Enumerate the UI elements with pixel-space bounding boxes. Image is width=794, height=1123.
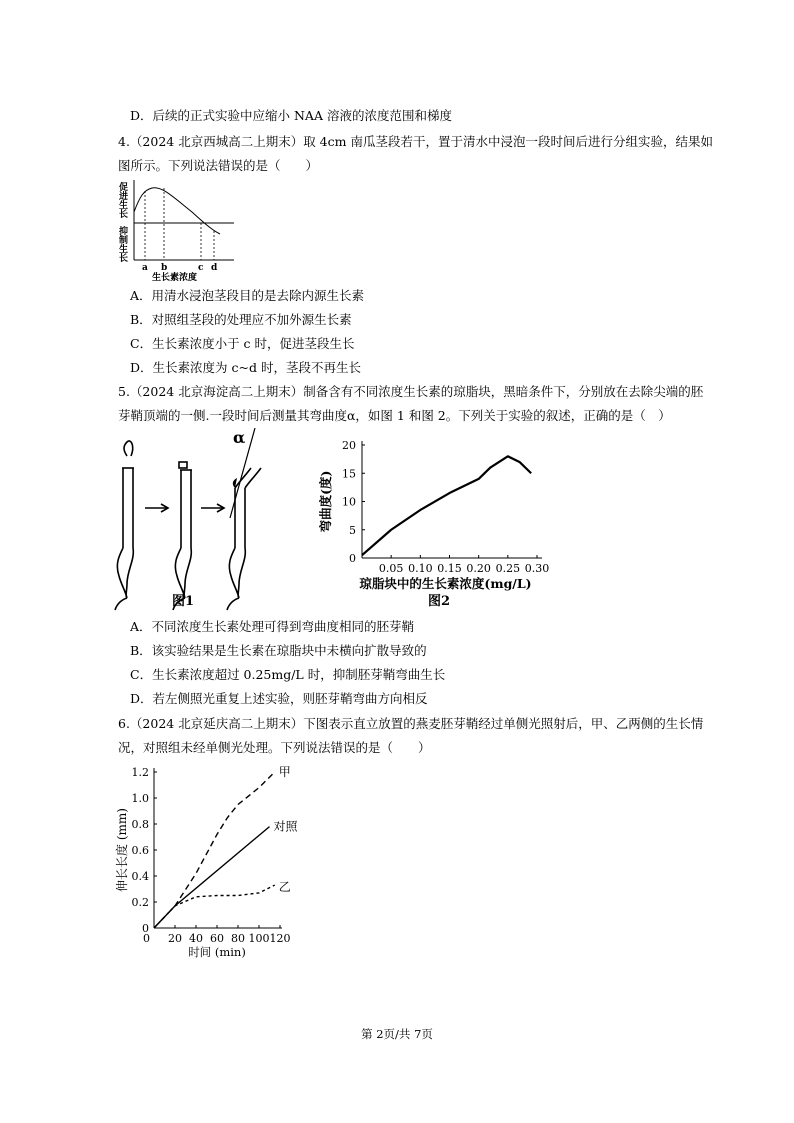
q4-option-a: A．用清水浸泡茎段目的是去除内源生长素	[130, 288, 365, 303]
q5-fig1	[105, 428, 285, 614]
q4-tick-a: a	[142, 263, 148, 273]
chart2-ytick-label: 0	[142, 922, 149, 935]
chart1-ylabel: 弯曲度(度)	[318, 470, 333, 533]
chart1-ytick-label: 10	[342, 495, 356, 509]
chart2-ytick-label: 1.2	[131, 766, 149, 779]
chart2-xtick-label: 120	[269, 932, 291, 945]
chart2-ytick-label: 1.0	[131, 792, 149, 805]
q4-ylabel-promote: 促进生长	[117, 182, 127, 218]
q5-fig2-caption: 图2	[428, 594, 451, 609]
chart2-x-origin-label: 0	[143, 932, 150, 945]
q5-stem-line1: 5.（2024 北京海淀高二上期末）制备含有不同浓度生长素的琼脂块，黑暗条件下，分别放在去除尖端的胚	[118, 384, 704, 399]
chart2-xlabel: 时间 (min)	[188, 945, 246, 959]
chart2-series-3-line	[154, 885, 275, 928]
chart2-xtick-label: 80	[231, 932, 245, 945]
q5-fig1-caption: 图1	[172, 594, 195, 609]
chart2-xtick-label: 60	[210, 932, 224, 945]
chart2-series-2-line	[154, 827, 270, 928]
q4-tick-d: d	[211, 263, 218, 273]
chart1-xlabel: 琼脂块中的生长素浓度(mg/L)	[359, 576, 532, 591]
q6-chart	[112, 760, 312, 960]
q4-tick-c: c	[198, 263, 204, 273]
q4-curve	[134, 188, 220, 234]
q5-fig2-chart	[312, 430, 562, 595]
chart1-xtick-label: 0.10	[408, 562, 433, 575]
chart2-ytick-label: 0.8	[131, 818, 149, 831]
q3-option-d: D．后续的正式实验中应缩小 NAA 溶液的浓度范围和梯度	[130, 108, 452, 123]
page-footer: 第 2页/共 7页	[361, 1027, 433, 1041]
q4-tick-b: b	[161, 263, 168, 273]
q5-stem-line2: 芽鞘顶端的一侧.一段时间后测量其弯曲度α，如图 1 和图 2。下列关于实验的叙述，正确的是（ ）	[118, 408, 671, 423]
chart1-ytick-label: 0	[349, 552, 356, 565]
chart1-xtick-label: 0.25	[495, 562, 521, 575]
q4-option-c: C．生长素浓度小于 c 时，促进茎段生长	[130, 336, 355, 351]
chart1-ytick-label: 15	[342, 467, 356, 481]
chart2-ytick-label: 0.6	[131, 844, 149, 857]
chart1-series-line	[362, 456, 531, 555]
q4-figure	[112, 176, 247, 282]
q4-ylabel-inhibit: 抑制生长	[117, 226, 127, 262]
chart2-series-1-line	[154, 772, 275, 928]
q5-option-b: B．该实验结果是生长素在琼脂块中未横向扩散导致的	[130, 643, 427, 658]
chart1-xtick-label: 0.20	[466, 562, 491, 575]
q4-option-b: B．对照组茎段的处理应不加外源生长素	[130, 312, 352, 327]
q4-stem-line2: 图所示。下列说法错误的是（ ）	[118, 158, 319, 173]
q4-xlabel: 生长素浓度	[152, 273, 198, 282]
q5-fig1-alpha: α	[233, 428, 246, 447]
q6-stem-line2: 况，对照组未经单侧光处理。下列说法错误的是（ ）	[118, 740, 431, 755]
chart2-series-2-label: 对照	[273, 819, 298, 834]
q4-stem-line1: 4.（2024 北京西城高二上期末）取 4cm 南瓜茎段若干，置于清水中浸泡一段时间后进行分组实验，结果如	[118, 134, 713, 149]
chart1-xtick-label: 0.15	[437, 562, 462, 575]
chart1-ytick-label: 20	[342, 439, 356, 452]
chart2-series-1-label: 甲	[278, 765, 291, 779]
chart2-xtick-label: 20	[168, 932, 182, 945]
chart2-ytick-label: 0.4	[131, 870, 149, 883]
chart2-xtick-label: 100	[248, 932, 270, 945]
q5-option-a: A．不同浓度生长素处理可得到弯曲度相同的胚芽鞘	[130, 619, 415, 634]
chart2-ytick-label: 0.2	[131, 896, 149, 909]
q6-stem-line1: 6.（2024 北京延庆高二上期末）下图表示直立放置的燕麦胚芽鞘经过单侧光照射后，甲、乙两侧的生长情	[118, 716, 704, 731]
q5-option-d: D．若左侧照光重复上述实验，则胚芽鞘弯曲方向相反	[130, 691, 428, 706]
chart2-series-3-label: 乙	[278, 880, 291, 895]
chart1-ytick-label: 5	[349, 523, 356, 537]
q4-option-d: D．生长素浓度为 c~d 时，茎段不再生长	[130, 360, 361, 375]
chart1-xtick-label: 0.05	[378, 562, 404, 575]
chart1-xtick-label: 0.30	[524, 562, 550, 575]
chart2-xtick-label: 40	[189, 932, 203, 945]
q5-option-c: C．生长素浓度超过 0.25mg/L 时，抑制胚芽鞘弯曲生长	[130, 667, 446, 682]
chart2-ylabel: 伸长长度 (mm)	[115, 808, 129, 892]
